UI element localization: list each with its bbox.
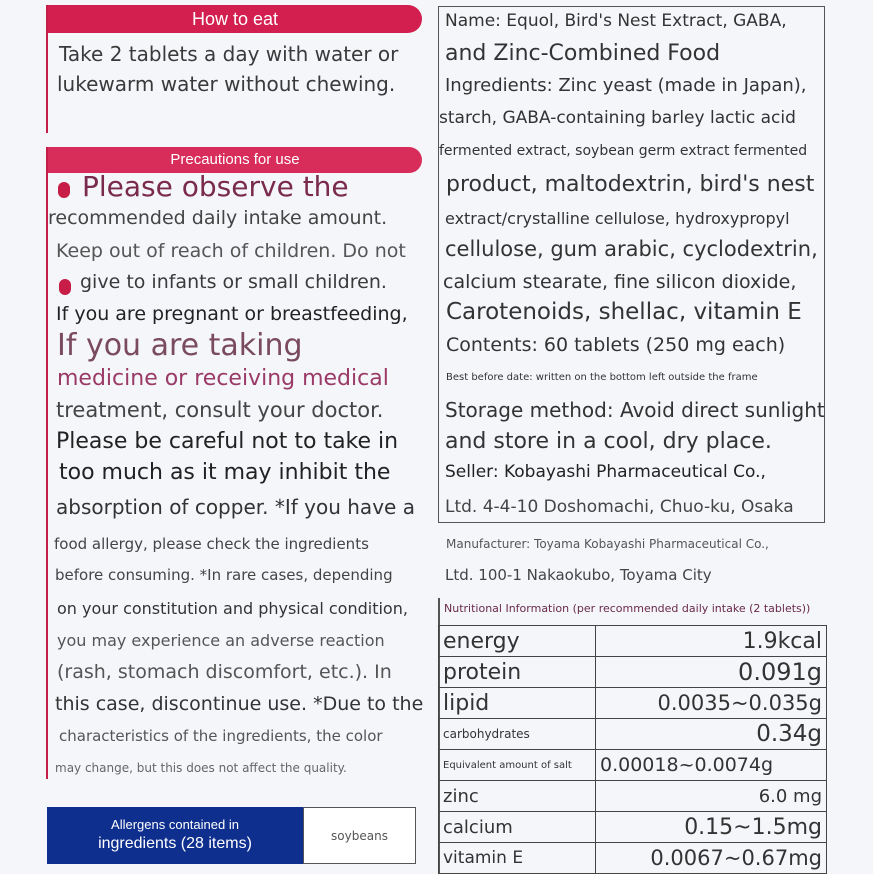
info-line: product, maltodextrin, bird's nest (446, 172, 815, 197)
info-line: Name: Equol, Bird's Nest Extract, GABA, (445, 11, 787, 31)
info-line: Ingredients: Zinc yeast (made in Japan), (445, 75, 807, 96)
nutrient-name: protein (439, 657, 596, 688)
allergen-label-line: ingredients (28 items) (98, 835, 252, 852)
how-to-eat-rule (46, 5, 48, 133)
nutrition-title: Nutritional Information (per recommended daily intake (2 tablets)) (444, 602, 811, 615)
nutrient-name: vitamin E (439, 843, 596, 874)
nutrition-table (438, 625, 827, 874)
info-line: and Zinc-Combined Food (445, 41, 721, 66)
allergen-label (47, 807, 303, 864)
info-line: extract/crystalline cellulose, hydroxypropyl (445, 209, 790, 228)
precaution-line: too much as it may inhibit the (59, 460, 391, 485)
info-line: Storage method: Avoid direct sunlight (445, 398, 825, 422)
precaution-line: may change, but this does not affect the quality. (55, 761, 347, 775)
nutrient-name: zinc (439, 781, 596, 812)
info-line: Carotenoids, shellac, vitamin E (446, 299, 802, 325)
precaution-line: If you are taking (57, 328, 303, 363)
nutrient-value: 6.0 mg (596, 781, 827, 812)
precautions-rule (46, 147, 48, 779)
precaution-line: you may experience an adverse reaction (57, 631, 385, 650)
nutrient-name: Equivalent amount of salt (439, 750, 596, 781)
precaution-line: If you are pregnant or breastfeeding, (56, 303, 408, 325)
precaution-line: absorption of copper. *If you have a (56, 495, 415, 519)
precaution-line: give to infants or small children. (80, 271, 387, 293)
table-row (439, 781, 827, 812)
nutrient-value: 0.00018~0.0074g (596, 750, 827, 781)
bullet-mark (58, 182, 70, 198)
info-line: Contents: 60 tablets (250 mg each) (446, 334, 786, 356)
info-line: Seller: Kobayashi Pharmaceutical Co., (445, 462, 766, 482)
allergen-value: soybeans (303, 807, 416, 864)
precaution-line: food allergy, please check the ingredients (54, 535, 369, 553)
bullet-mark (59, 279, 71, 295)
nutrient-name: energy (439, 626, 596, 657)
table-row (439, 626, 827, 657)
info-line: starch, GABA-containing barley lactic acid (439, 108, 796, 128)
info-line: and store in a cool, dry place. (445, 429, 772, 454)
nutrient-name: calcium (439, 812, 596, 843)
precaution-line: recommended daily intake amount. (48, 207, 388, 229)
precaution-line: Keep out of reach of children. Do not (56, 240, 406, 262)
table-row (439, 688, 827, 719)
table-row (439, 657, 827, 688)
nutrient-value: 0.0035~0.035g (596, 688, 827, 719)
precaution-line: Please observe the (82, 170, 349, 203)
info-line: calcium stearate, fine silicon dioxide, (443, 271, 797, 293)
how-to-eat-line: Take 2 tablets a day with water or (59, 42, 399, 66)
info-line: fermented extract, soybean germ extract fermented (439, 143, 808, 159)
info-line: Best before date: written on the bottom left outside the frame (446, 372, 758, 383)
allergen-label-line: Allergens contained in (111, 817, 239, 832)
precaution-line: treatment, consult your doctor. (56, 398, 384, 422)
table-row (439, 750, 827, 781)
precaution-line: on your constitution and physical condition, (57, 599, 408, 618)
precaution-line: this case, discontinue use. *Due to the (55, 693, 424, 715)
precautions-header: Precautions for use (48, 147, 422, 173)
precaution-line: (rash, stomach discomfort, etc.). In (57, 661, 392, 683)
table-row (439, 843, 827, 874)
precaution-line: Please be careful not to take in (56, 429, 399, 454)
how-to-eat-line: lukewarm water without chewing. (57, 72, 396, 96)
nutrient-value: 0.091g (596, 657, 827, 688)
info-line: cellulose, gum arabic, cyclodextrin, (445, 237, 818, 261)
nutrient-value: 0.0067~0.67mg (596, 843, 827, 874)
manufacturer-line: Ltd. 100-1 Nakaokubo, Toyama City (445, 566, 712, 584)
info-line: Ltd. 4-4-10 Doshomachi, Chuo-ku, Osaka (445, 497, 794, 517)
precaution-line: before consuming. *In rare cases, depending (55, 566, 393, 584)
how-to-eat-header: How to eat (48, 5, 422, 33)
table-row (439, 719, 827, 750)
nutrient-name: lipid (439, 688, 596, 719)
precaution-line: characteristics of the ingredients, the color (59, 727, 383, 745)
nutrient-value: 0.34g (596, 719, 827, 750)
nutrient-value: 0.15~1.5mg (596, 812, 827, 843)
nutrient-name: carbohydrates (439, 719, 596, 750)
manufacturer-line: Manufacturer: Toyama Kobayashi Pharmaceutical Co., (446, 537, 769, 551)
nutrient-value: 1.9kcal (596, 626, 827, 657)
precaution-line: medicine or receiving medical (57, 366, 389, 391)
product-info-box (438, 6, 825, 523)
table-row (439, 812, 827, 843)
